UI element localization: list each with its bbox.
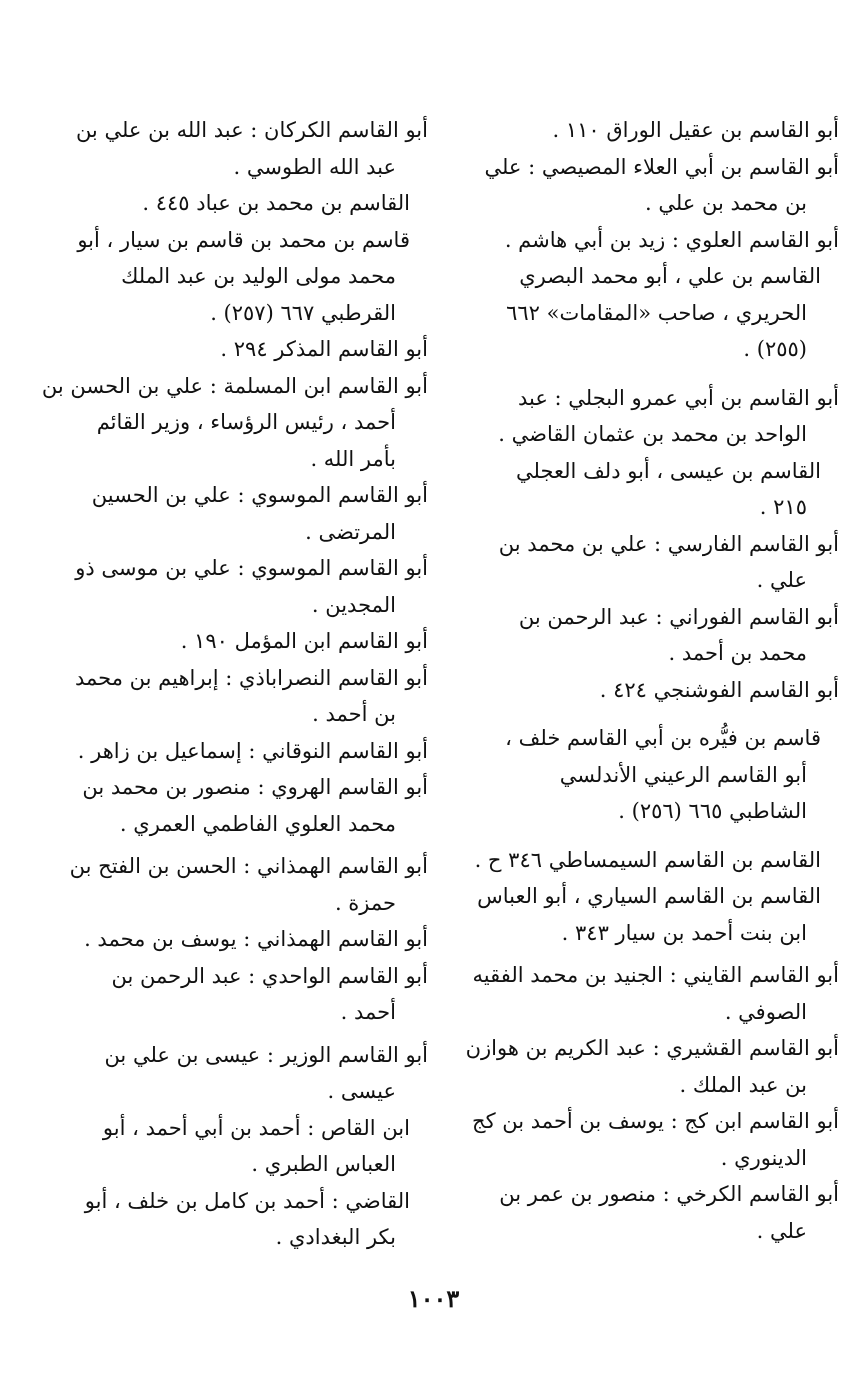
entry-heading-line: أبو القاسم الكرخي : منصور بن عمر بن [499, 1182, 839, 1206]
index-entry [472, 1103, 839, 1176]
index-entry [70, 733, 428, 770]
entry-heading-line: أبو القاسم الفارسي : علي بن محمد بن [498, 531, 839, 556]
entry-continuation-line: العباس الطبري . [251, 1152, 396, 1176]
index-entry [481, 258, 839, 368]
entry-heading-line: أبو القاسم ابن كج : يوسف بن أحمد بن كج [472, 1109, 839, 1133]
index-entry [70, 848, 428, 921]
index-entry [70, 331, 428, 368]
index-entry [70, 623, 428, 660]
index-entry [465, 1030, 839, 1103]
entry-heading-line: أبو القاسم الموسوي : علي بن موسى ذو [75, 556, 428, 580]
index-entry [481, 149, 839, 222]
entry-heading-line: القاسم بن محمد بن عباد ٤٤٥ . [142, 191, 410, 215]
entry-heading-line: قاسم بن فيُّره بن أبي القاسم خلف ، [505, 726, 821, 750]
entry-heading-line: أبو القاسم القايني : الجنيد بن محمد الفقيه [472, 963, 839, 987]
index-entry [70, 660, 428, 733]
entry-continuation-line: الصوفي . [724, 999, 807, 1024]
index-entry [481, 380, 839, 453]
entry-continuation-line: أحمد . [340, 1000, 396, 1024]
entry-heading-line: قاسم بن محمد بن قاسم بن سيار ، أبو [77, 227, 410, 252]
entry-heading-line: أبو القاسم النصراباذي : إبراهيم بن محمد [74, 665, 428, 690]
entry-heading-line: أبو القاسم الوزير : عيسى بن علي بن [104, 1042, 428, 1067]
index-entry [70, 112, 428, 185]
entry-continuation-line: محمد مولى الوليد بن عبد الملك [121, 264, 396, 288]
index-entry [481, 222, 839, 259]
entry-heading-line: أبو القاسم ابن المسلمة : علي بن الحسن بن [41, 373, 428, 398]
index-entry [70, 1183, 428, 1256]
index-column-right [465, 112, 839, 1249]
entry-heading-line: أبو القاسم النوقاني : إسماعيل بن زاهر . [77, 738, 428, 763]
entry-continuation-line: ابن بنت أحمد بن سيار ٣٤٣ . [561, 920, 807, 945]
entry-continuation-line: أبو القاسم الرعيني الأندلسي [559, 762, 807, 787]
index-entry [70, 222, 428, 332]
entry-heading-line: أبو القاسم الهروي : منصور بن محمد بن [82, 775, 428, 799]
entry-heading-line: أبو القاسم بن أبي العلاء المصيصي : علي [484, 154, 839, 179]
entry-heading-line: أبو القاسم العلوي : زيد بن أبي هاشم . [504, 227, 839, 252]
index-entry [70, 1110, 428, 1183]
entry-heading-line: أبو القاسم الواحدي : عبد الرحمن بن [111, 963, 428, 988]
index-entry [481, 453, 839, 526]
entry-heading-line: أبو القاسم الفوشنجي ٤٢٤ . [599, 677, 839, 702]
entry-continuation-line: علي . [756, 568, 807, 592]
entry-continuation-line: محمد العلوي الفاطمي العمري . [119, 811, 396, 836]
index-entry [481, 599, 839, 672]
index-entry [70, 958, 428, 1031]
entry-continuation-line: عبد الله الطوسي . [233, 154, 396, 179]
entry-heading-line: ابن القاص : أحمد بن أبي أحمد ، أبو [102, 1115, 410, 1140]
entry-heading-line: أبو القاسم الكركان : عبد الله بن علي بن [75, 118, 428, 142]
entry-heading-line: أبو القاسم الفوراني : عبد الرحمن بن [518, 604, 839, 629]
index-entry [472, 957, 839, 1030]
index-entry [481, 720, 839, 830]
entry-heading-line: أبو القاسم الهمذاني : الحسن بن الفتح بن [69, 854, 428, 878]
entry-continuation-line: الدينوري . [720, 1145, 807, 1170]
entry-heading-line: أبو القاسم بن عقيل الوراق ١١٠ . [552, 118, 839, 142]
entry-continuation-line: الواحد بن محمد بن عثمان القاضي . [498, 422, 807, 446]
entry-heading-line: القاسم بن القاسم السيمساطي ٣٤٦ ح . [474, 847, 821, 872]
index-entry [70, 185, 428, 222]
index-entry [474, 842, 839, 879]
entry-continuation-line: الشاطبي ٦٦٥ (٢٥٦) . [618, 799, 807, 823]
index-entry [481, 526, 839, 599]
index-entry [481, 672, 839, 709]
entry-continuation-line: بأمر الله . [310, 446, 396, 471]
index-entry [481, 1176, 839, 1249]
page-number: ١٠٠٣ [407, 1284, 460, 1313]
index-entry [70, 477, 428, 550]
entry-heading-line: القاسم بن علي ، أبو محمد البصري [519, 264, 821, 288]
index-column-left [41, 112, 428, 1256]
entry-continuation-line: علي . [756, 1218, 807, 1243]
entry-continuation-line: المجدين . [311, 592, 396, 617]
entry-heading-line: أبو القاسم الموسوي : علي بن الحسين [91, 483, 428, 507]
entry-heading-line: القاسم بن عيسى ، أبو دلف العجلي [516, 458, 821, 483]
index-entry [70, 921, 428, 958]
entry-heading-line: القاضي : أحمد بن كامل بن خلف ، أبو [84, 1188, 410, 1213]
entry-continuation-line: ٢١٥ . [759, 495, 807, 519]
entry-heading-line: أبو القاسم بن أبي عمرو البجلي : عبد [517, 385, 839, 410]
entry-continuation-line: بن عبد الملك . [679, 1072, 807, 1097]
entry-continuation-line: القرطبي ٦٦٧ (٢٥٧) . [210, 300, 396, 325]
entry-heading-line: أبو القاسم الهمذاني : يوسف بن محمد . [84, 927, 428, 951]
index-entry [477, 878, 839, 951]
entry-continuation-line: بن محمد بن علي . [645, 191, 807, 215]
entry-continuation-line: المرتضى . [305, 519, 396, 544]
index-entry [41, 368, 428, 478]
entry-continuation-line: (٢٥٥) . [743, 337, 807, 361]
entry-continuation-line: بكر البغدادي . [275, 1225, 396, 1249]
entry-heading-line: أبو القاسم القشيري : عبد الكريم بن هوازن [465, 1036, 839, 1060]
entry-continuation-line: أحمد ، رئيس الرؤساء ، وزير القائم [96, 410, 396, 434]
index-entry [70, 1037, 428, 1110]
index-entry [70, 769, 428, 842]
entry-heading-line: أبو القاسم المذكر ٢٩٤ . [220, 337, 428, 361]
entry-continuation-line: محمد بن أحمد . [668, 641, 807, 665]
entry-heading-line: أبو القاسم ابن المؤمل ١٩٠ . [180, 629, 428, 653]
entry-continuation-line: عيسى . [327, 1079, 396, 1103]
entry-heading-line: القاسم بن القاسم السياري ، أبو العباس [477, 884, 821, 908]
entry-continuation-line: الحريري ، صاحب «المقامات» ٦٦٢ [506, 300, 807, 325]
index-entry [481, 112, 839, 149]
index-entry [70, 550, 428, 623]
entry-continuation-line: حمزة . [334, 890, 396, 915]
entry-continuation-line: بن أحمد . [312, 702, 396, 726]
